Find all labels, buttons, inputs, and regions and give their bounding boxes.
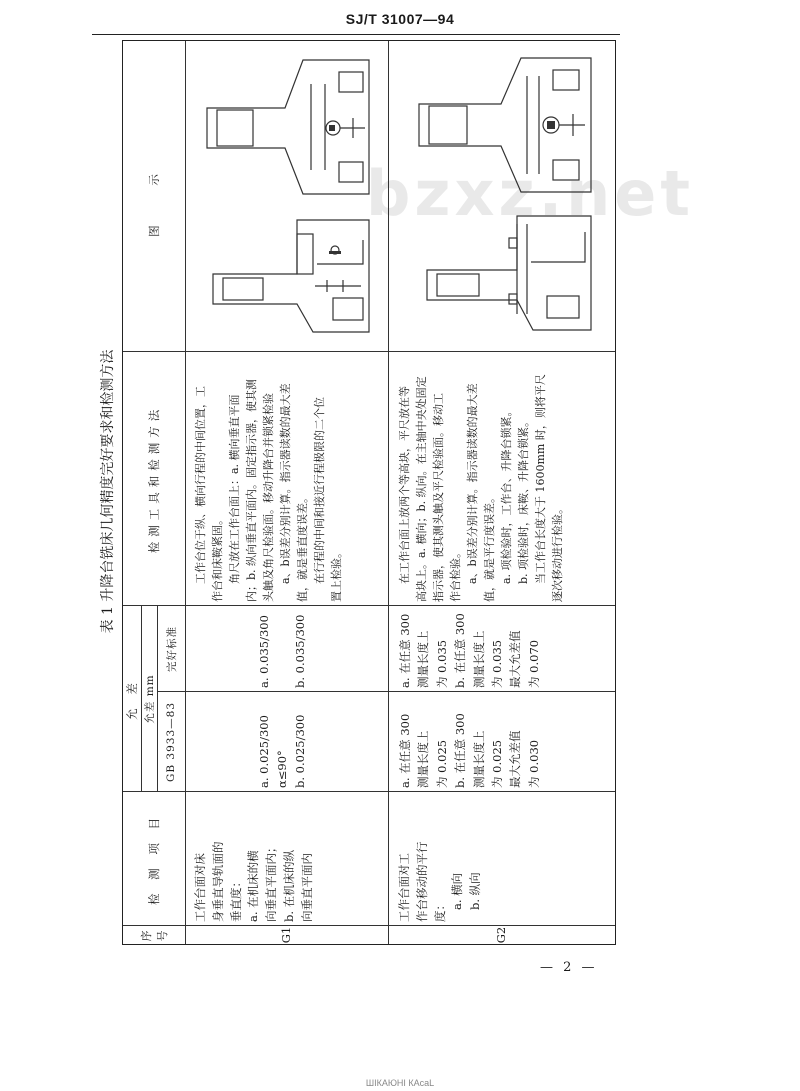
text-line: 工作台面对床 xyxy=(193,853,207,922)
row-gb-tolerance xyxy=(253,692,383,792)
text-line: 身垂直导轨面的 xyxy=(210,841,225,922)
row-intact-tolerance xyxy=(253,606,383,692)
tolerance-unit: 允差 mm xyxy=(143,674,156,724)
text-line: 测量长度上 xyxy=(471,730,486,788)
text-line: a、b误差分别计算。指示器读数的最大差 xyxy=(279,383,293,584)
text-line: 最大允差值 xyxy=(508,630,523,688)
text-line: a. 在机床的横 xyxy=(246,850,261,922)
row-item xyxy=(393,792,615,926)
text-line: 值，就是平行度误差。 xyxy=(483,492,497,602)
text-line: 最大允差值 xyxy=(508,730,523,788)
row-item xyxy=(189,792,388,926)
text-line: 为 0.025 xyxy=(434,739,449,788)
column-header-intact: 完好标准 xyxy=(165,626,178,672)
text-line: 在行程的中间和接近行程极限的二个位 xyxy=(313,397,327,584)
text-line: 测量长度上 xyxy=(471,630,486,688)
column-header-item: 检 测 项 目 xyxy=(147,813,161,905)
grid-line xyxy=(185,41,186,944)
header-rule xyxy=(92,34,620,35)
text-line: 度： xyxy=(432,899,447,922)
text-line: b. 在任意 300 xyxy=(453,713,468,788)
text-line: b. 在任意 300 xyxy=(453,613,468,688)
text-line: a. 横向 xyxy=(450,872,465,910)
text-line: b. 纵向 xyxy=(468,872,483,910)
inspection-table xyxy=(122,40,616,945)
grid-line xyxy=(388,41,389,944)
row-seq: G2 xyxy=(493,926,508,944)
text-line: 置上检验。 xyxy=(330,547,344,602)
column-header-seq: 序 号 xyxy=(140,928,169,942)
page-number: — 2 — xyxy=(540,960,598,975)
footer-mark: ШIКАЮНI КАсаL xyxy=(365,1078,435,1088)
text-line: 测量长度上 xyxy=(416,630,431,688)
text-line: 当工作台长度大于 1600mm 时，则将平尺 xyxy=(534,374,548,584)
text-line: 高块上。a. 横向；b. 纵向。在主轴中央处固定 xyxy=(415,376,429,602)
text-line: α≤90° xyxy=(274,750,289,788)
column-header-method: 检测工具和检测方法 xyxy=(147,404,161,554)
text-line: b. 在机床的纵 xyxy=(282,849,297,922)
text-line: 头触及角尺检验面。移动升降台并锁紧检验 xyxy=(262,393,276,602)
watermark: bzxz.net xyxy=(366,157,694,230)
text-line: 为 0.035 xyxy=(489,639,504,688)
rotated-table-sheet xyxy=(96,38,618,945)
row-intact-tolerance xyxy=(393,606,615,692)
text-line: 为 0.070 xyxy=(526,639,541,688)
g1-setup-diagram xyxy=(193,48,381,344)
text-line: a、b误差分别计算。指示器读数的最大差 xyxy=(466,383,480,584)
text-line: 逐次移动进行检验。 xyxy=(551,503,565,602)
table-title: 表 1 升降台铣床几何精度完好要求和检测方法 xyxy=(100,349,116,634)
text-line: a. 在任意 300 xyxy=(398,713,412,788)
text-line: 为 0.035 xyxy=(434,639,449,688)
row-gb-tolerance xyxy=(393,692,615,792)
row-seq: G1 xyxy=(278,926,293,944)
row-method xyxy=(189,352,388,606)
row-method xyxy=(393,352,615,606)
text-line: 作台和床鞍紧固。 xyxy=(211,514,225,602)
text-line: 指示器，使其测头触及平尺检验面。移动工 xyxy=(432,393,446,602)
text-line: 作台检验。 xyxy=(449,547,463,602)
text-line: 垂直度： xyxy=(228,876,243,922)
g2-setup-diagram xyxy=(401,48,605,344)
text-line: 在工作台面上放两个等高块，平尺放在等 xyxy=(398,386,411,584)
column-header-gb: GB 3933—83 xyxy=(165,701,177,783)
column-header-diagram: 图 示 xyxy=(147,156,161,237)
text-line: b. 项检验时，床鞍、升降台锁紧。 xyxy=(517,415,531,584)
text-line: a. 项检验时，工作台、升降台锁紧。 xyxy=(500,405,514,584)
text-line: 向垂直平面内； xyxy=(264,841,279,922)
text-line: 内；b. 纵向垂直平面内。固定指示器，使其测 xyxy=(245,378,259,602)
text-line: a. 0.035/300 xyxy=(257,615,271,688)
column-header-tolerance: 允 差 xyxy=(125,678,139,720)
text-line: 作台移动的平行 xyxy=(414,841,429,922)
text-line: 为 0.030 xyxy=(526,739,541,788)
standard-code-header: SJ/T 31007—94 xyxy=(345,11,455,27)
text-line: a. 在任意 300 xyxy=(398,613,412,688)
text-line: 工作台面对工 xyxy=(397,853,411,922)
text-line: 向垂直平面内 xyxy=(299,853,314,922)
text-line: 为 0.025 xyxy=(489,739,504,788)
text-line: 值，就是垂直度误差。 xyxy=(296,492,310,602)
text-line: 工作台位于纵、横向行程的中间位置，工 xyxy=(194,386,207,584)
text-line: 角尺放在工作台面上：a. 横向垂直平面 xyxy=(228,394,242,584)
text-line: a. 0.025/300 xyxy=(257,715,271,788)
text-line: b. 0.025/300 xyxy=(292,714,307,788)
text-line: b. 0.035/300 xyxy=(292,614,307,688)
text-line: 测量长度上 xyxy=(416,730,431,788)
